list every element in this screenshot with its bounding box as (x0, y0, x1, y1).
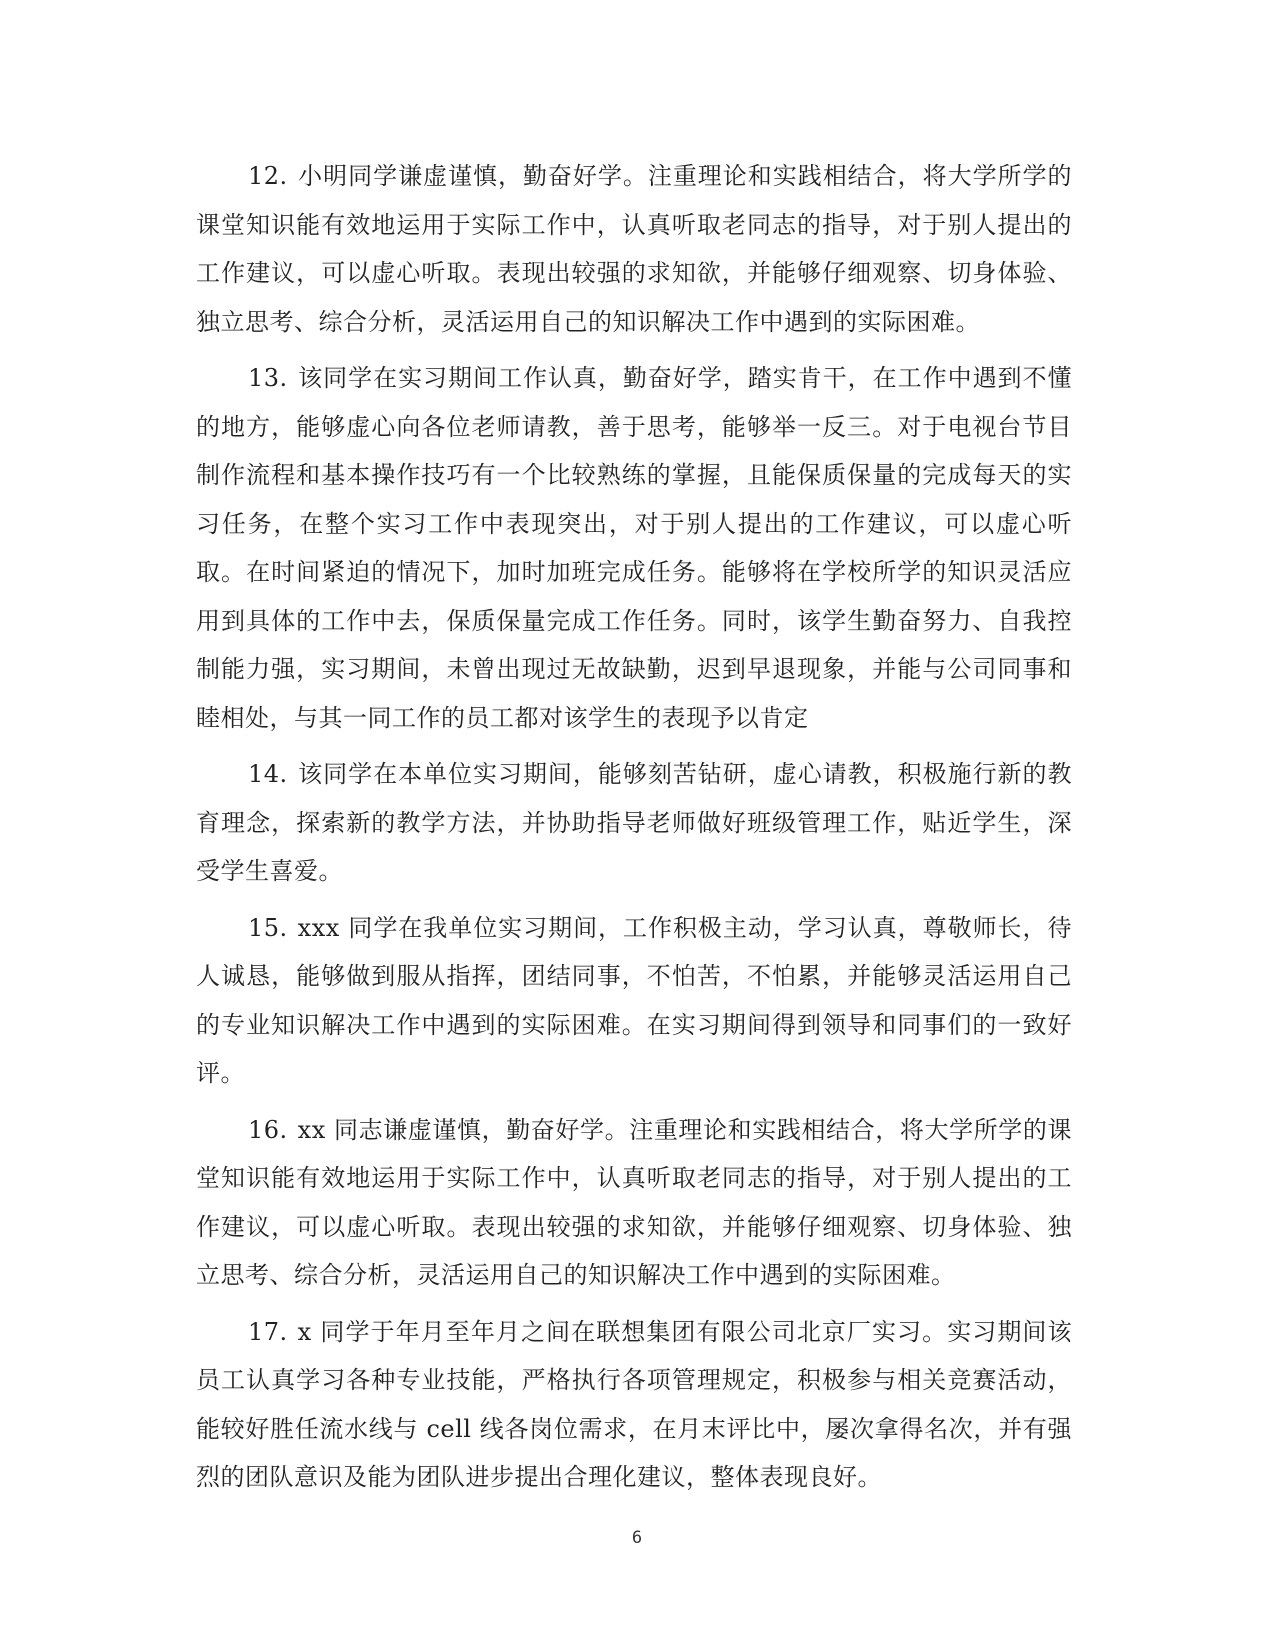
paragraph-text: x 同学于年月至年月之间在联想集团有限公司北京厂实习。实习期间该员工认真学习各种专业技能，严格执行各项管理规定，积极参与相关竞赛活动，能较好胜任流水线与 cell 线各岗位需求，在月末评比中，屡次拿得名次，并有强烈的团队意识及能为团队进步提出合理化建议，整体表现良好。 (196, 1317, 1072, 1491)
paragraph-13 (196, 354, 1072, 742)
paragraph-17 (196, 1308, 1072, 1502)
document-body (196, 152, 1072, 1510)
paragraph-number: 17. (248, 1317, 288, 1346)
paragraph-12 (196, 152, 1072, 346)
paragraph-text: 该同学在实习期间工作认真，勤奋好学，踏实肯干，在工作中遇到不懂的地方，能够虚心向各位老师请教，善于思考，能够举一反三。对于电视台节目制作流程和基本操作技巧有一个比较熟练的掌握，且能保质保量的完成每天的实习任务，在整个实习工作中表现突出，对于别人提出的工作建议，可以虚心听取。在时间紧迫的情况下，加时加班完成任务。能够将在学校所学的知识灵活应用到具体的工作中去，保质保量完成工作任务。同时，该学生勤奋努力、自我控制能力强，实习期间，未曾出现过无故缺勤，迟到早退现象，并能与公司同事和睦相处，与其一同工作的员工都对该学生的表现予以肯定 (196, 364, 1072, 732)
paragraph-number: 13. (248, 364, 288, 392)
paragraph-text: 该同学在本单位实习期间，能够刻苦钻研，虚心请教，积极施行新的教育理念，探索新的教学方法，并协助指导老师做好班级管理工作，贴近学生，深受学生喜爱。 (196, 760, 1072, 885)
paragraph-15 (196, 904, 1072, 1098)
paragraph-number: 12. (248, 162, 288, 190)
paragraph-number: 15. (248, 913, 288, 942)
paragraph-number: 16. (248, 1115, 288, 1144)
paragraph-number: 14. (248, 760, 288, 788)
paragraph-text: 小明同学谦虚谨慎，勤奋好学。注重理论和实践相结合，将大学所学的课堂知识能有效地运用于实际工作中，认真听取老同志的指导，对于别人提出的工作建议，可以虚心听取。表现出较强的求知欲，并能够仔细观察、切身体验、独立思考、综合分析，灵活运用自己的知识解决工作中遇到的实际困难。 (196, 162, 1072, 336)
paragraph-text: xxx 同学在我单位实习期间，工作积极主动，学习认真，尊敬师长，待人诚恳，能够做到服从指挥，团结同事，不怕苦，不怕累，并能够灵活运用自己的专业知识解决工作中遇到的实际困难。在实习期间得到领导和同事们的一致好评。 (196, 913, 1072, 1087)
paragraph-16 (196, 1106, 1072, 1300)
paragraph-text: xx 同志谦虚谨慎，勤奋好学。注重理论和实践相结合，将大学所学的课堂知识能有效地运用于实际工作中，认真听取老同志的指导，对于别人提出的工作建议，可以虚心听取。表现出较强的求知欲，并能够仔细观察、切身体验、独立思考、综合分析，灵活运用自己的知识解决工作中遇到的实际困难。 (196, 1115, 1072, 1289)
page-number: 6 (631, 1528, 643, 1548)
paragraph-14 (196, 750, 1072, 896)
